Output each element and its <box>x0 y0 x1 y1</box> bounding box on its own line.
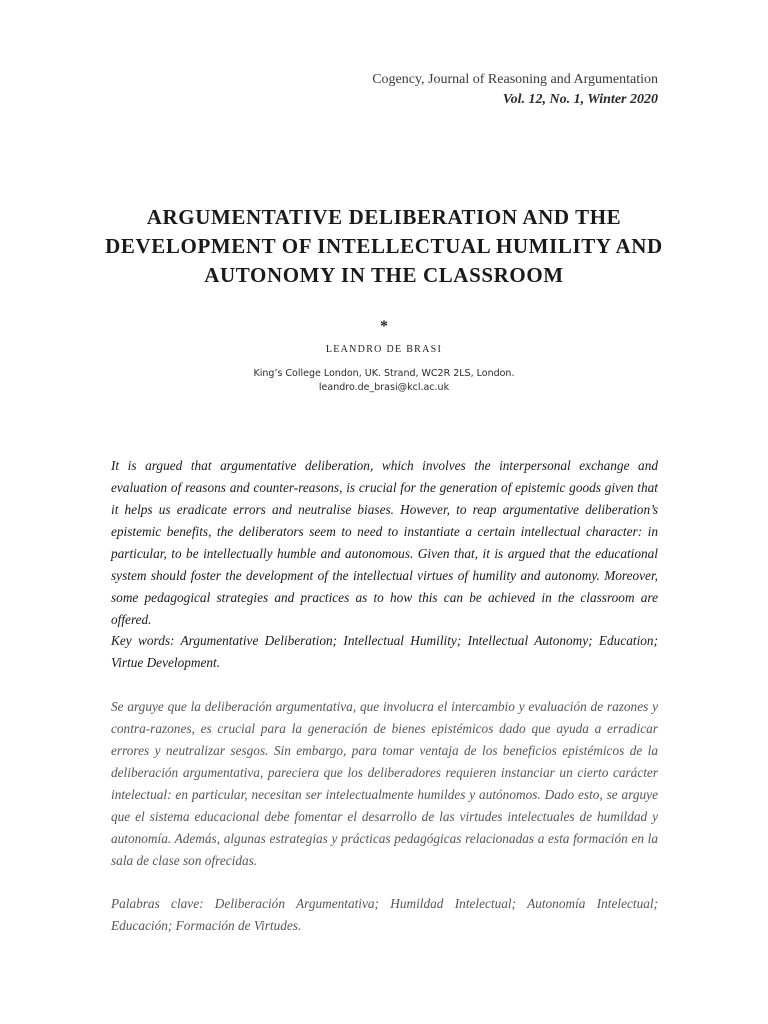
article-title: ARGUMENTATIVE DELIBERATION AND THE DEVELOPMENT OF INTELLECTUAL HUMILITY AND AUTONOMY IN THE CLASSROOM <box>105 205 663 287</box>
keywords-spanish: Palabras clave: Deliberación Argumentativa; Humildad Intelectual; Autonomía Intelectual; Educación; Formación de Virtudes. <box>111 896 658 933</box>
keywords-english: Key words: Argumentative Deliberation; Intellectual Humility; Intellectual Autonomy; Education; Virtue Development. <box>111 633 658 670</box>
journal-header <box>372 70 658 110</box>
abstract-spanish: Se arguye que la deliberación argumentativa, que involucra el intercambio y evaluación de razones y contra-razones, es crucial para la generación de bienes epistémicos dado que ayuda a erradicar errores y neutralizar sesgos. Sin embargo, para tomar ventaja de los beneficios epistémicos de la deliberación argumentativa, pareciera que los deliberadores requieren instanciar un cierto carácter intelectual: en particular, necesitan ser intelectualmente humildes y autónomos. Dado esto, se arguye que el sistema educacional debe fomentar el desarrollo de las virtudes intelectuales de humildad y autonomía. Además, algunas estrategias y prácticas pedagógicas relacionadas a esta formación en la sala de clase son ofrecidas. <box>111 699 658 868</box>
author-affiliation: King’s College London, UK. Strand, WC2R 2LS, London. <box>253 368 515 379</box>
author-name: LEANDRO DE BRASI <box>325 344 443 355</box>
author-footnote-marker: * <box>380 318 388 335</box>
journal-name: Cogency, Journal of Reasoning and Argumentation <box>372 72 658 87</box>
journal-issue: Vol. 12, No. 1, Winter 2020 <box>502 92 658 107</box>
author-email[interactable]: leandro.de_brasi@kcl.ac.uk <box>318 382 450 393</box>
abstract-english: It is argued that argumentative deliberation, which involves the interpersonal exchange and evaluation of reasons and counter-reasons, is crucial for the generation of epistemic goods given that it helps us eradicate errors and neutralise biases. However, to reap argumentative deliberation’s epistemic benefits, the deliberators seem to need to instantiate a certain intellectual character: in particular, to be intellectually humble and autonomous. Given that, it is argued that the educational system should foster the development of the intellectual virtues of humility and autonomy. Moreover, some pedagogical strategies and practices as to how this can be achieved in the classroom are offered. <box>111 458 658 627</box>
author-affiliation-block <box>0 367 768 395</box>
